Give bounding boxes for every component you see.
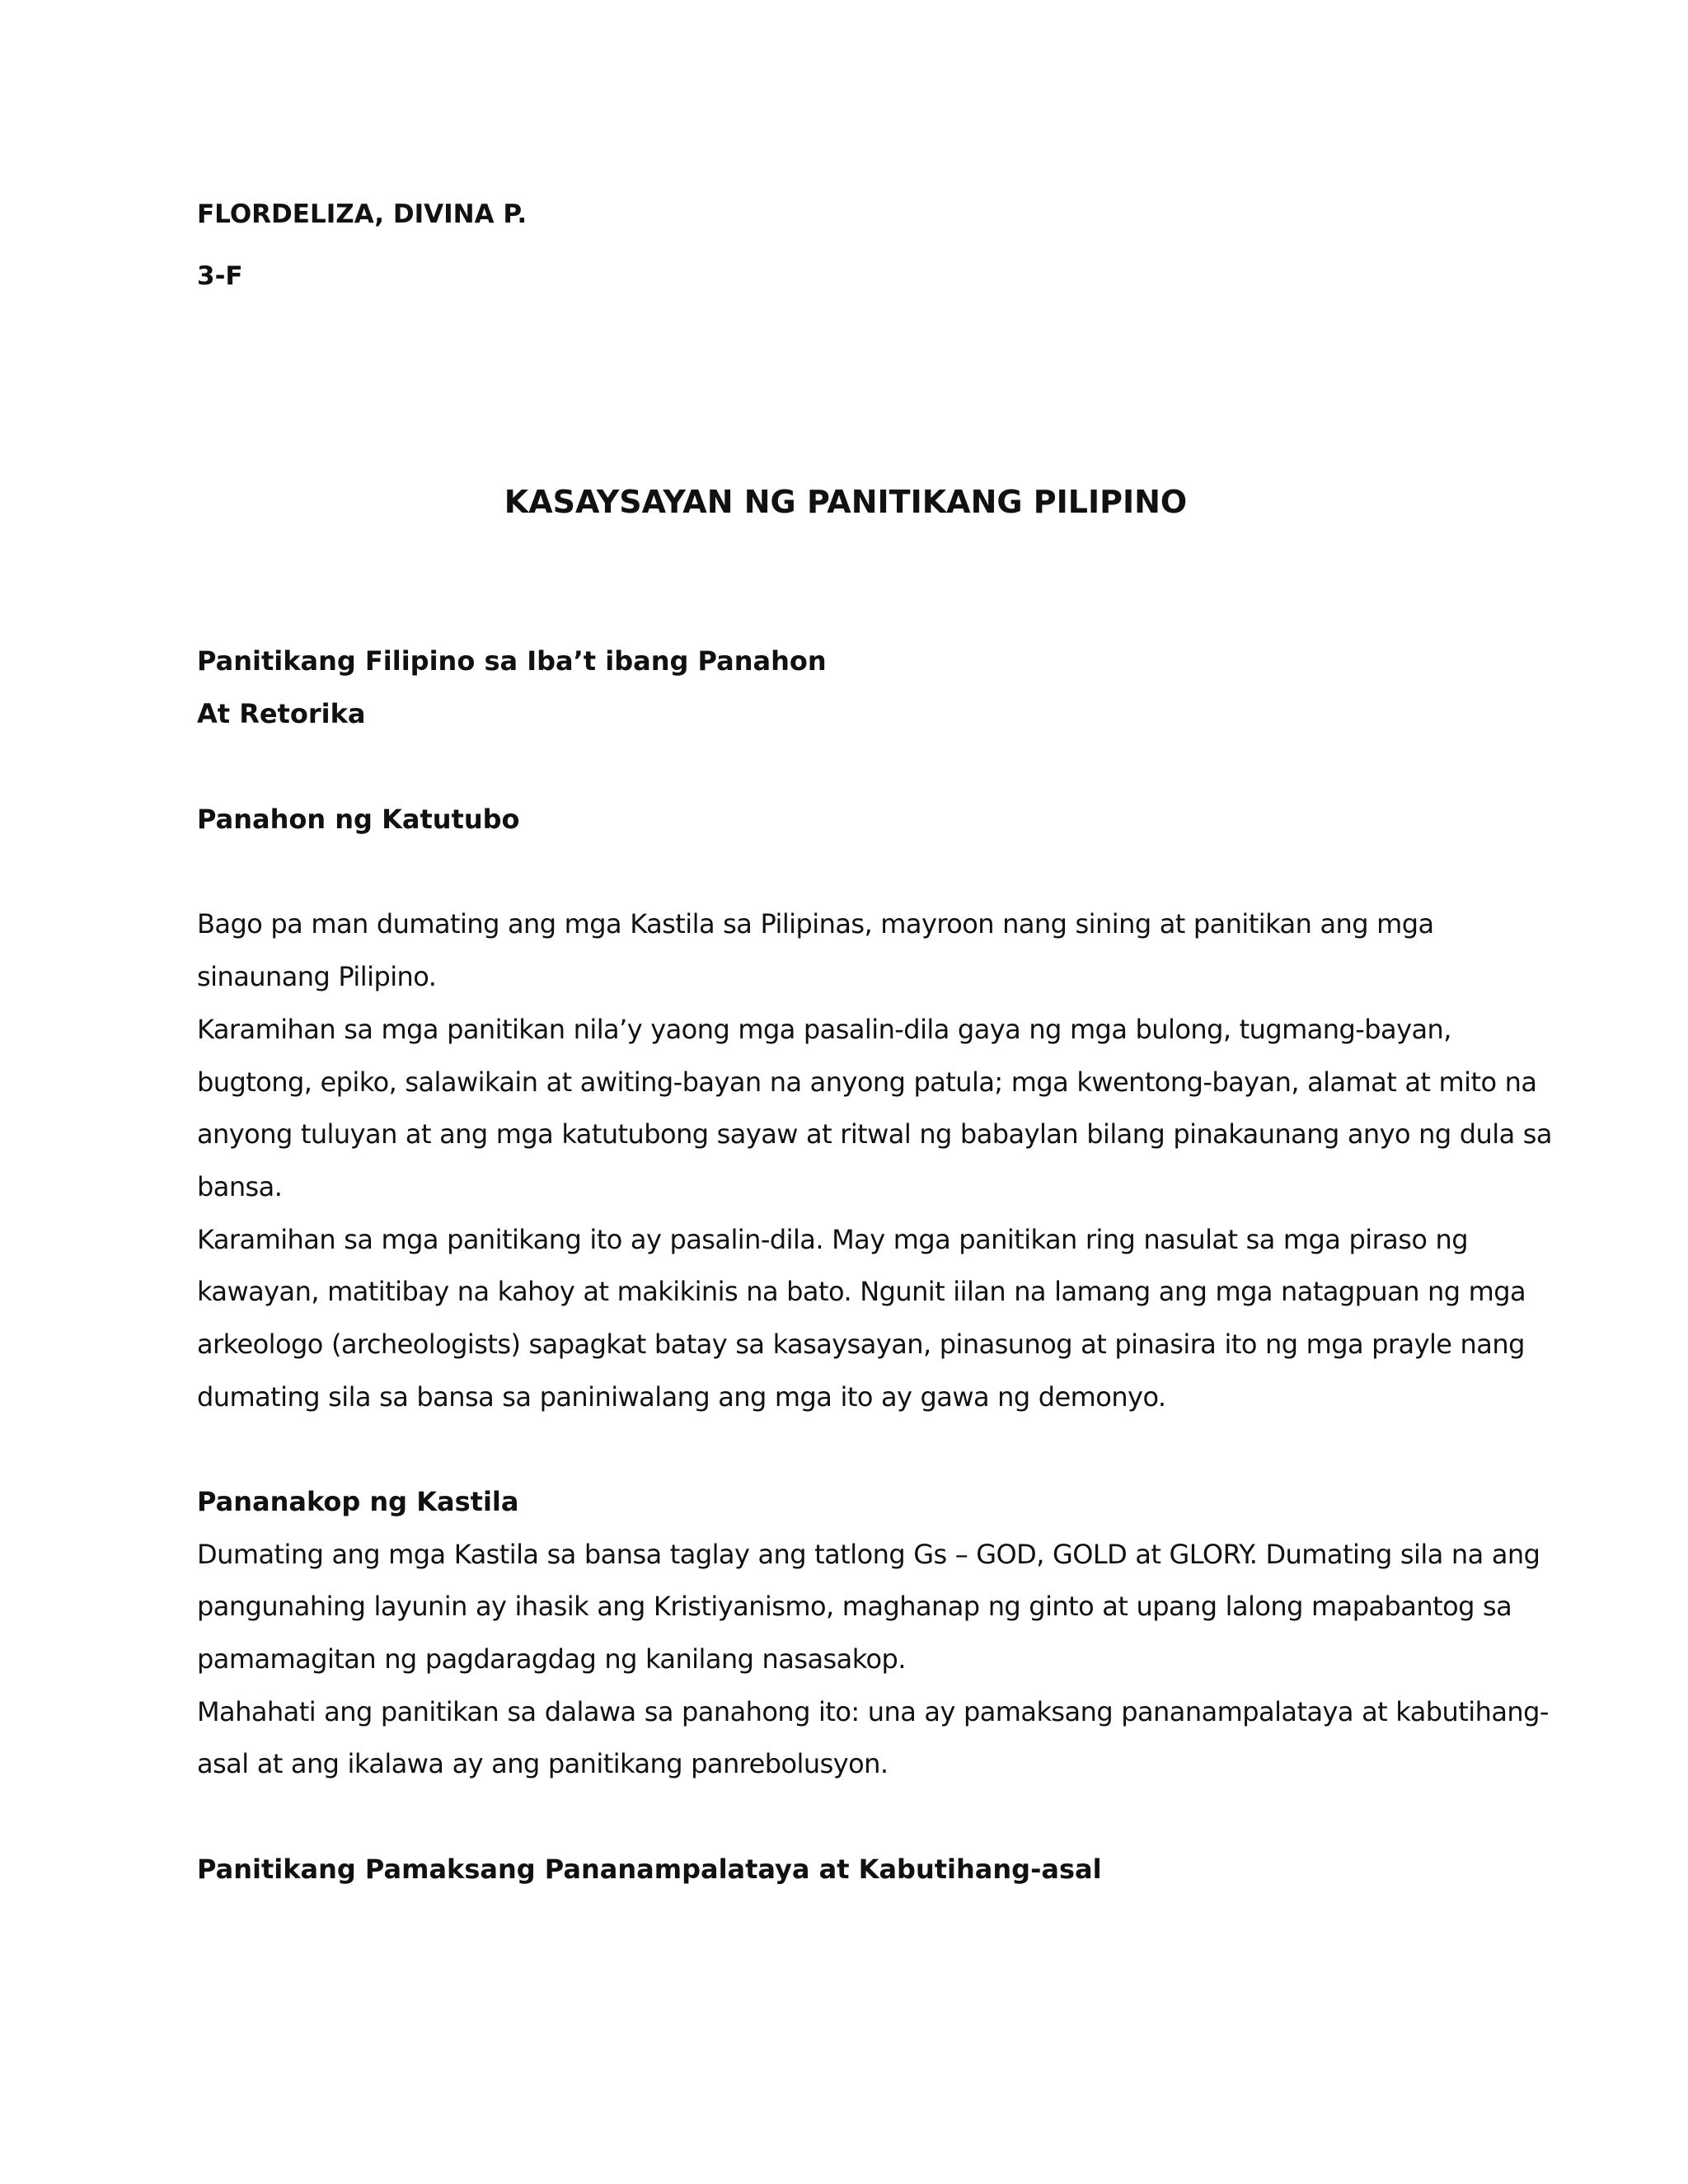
section-heading: Panahon ng Katutubo [197, 804, 520, 835]
paragraph-line: kawayan, matitibay na kahoy at makikinis na bato. Ngunit iilan na lamang ang mga natagpuan ng mga [197, 1276, 1526, 1307]
paragraph-line: asal at ang ikalawa ay ang panitikang panrebolusyon. [197, 1748, 889, 1779]
paragraph-line: Bago pa man dumating ang mga Kastila sa Pilipinas, mayroon nang sining at panitikan ang mga [197, 908, 1434, 940]
subtitle-line: Panitikang Filipino sa Iba’t ibang Panahon [197, 645, 827, 677]
paragraph-line: pamamagitan ng pagdaragdag ng kanilang nasasakop. [197, 1643, 906, 1675]
section-heading: Panitikang Pamaksang Pananampalataya at Kabutihang-asal [197, 1854, 1102, 1885]
paragraph-line: Dumating ang mga Kastila sa bansa taglay ang tatlong Gs – GOD, GOLD at GLORY. Dumating sila na ang [197, 1539, 1540, 1570]
paragraph-line: arkeologo (archeologists) sapagkat batay sa kasaysayan, pinasunog at pinasira ito ng mga prayle nang [197, 1329, 1525, 1360]
paragraph-line: anyong tuluyan at ang mga katutubong sayaw at ritwal ng babaylan bilang pinakaunang anyo ng dula sa [197, 1118, 1552, 1150]
paragraph-line: pangunahing layunin ay ihasik ang Kristiyanismo, maghanap ng ginto at upang lalong mapabantog sa [197, 1591, 1512, 1622]
paragraph-line: dumating sila sa bansa sa paniniwalang ang mga ito ay gawa ng demonyo. [197, 1381, 1166, 1413]
paragraph-line: Karamihan sa mga panitikang ito ay pasalin-dila. May mga panitikan ring nasulat sa mga piraso ng [197, 1224, 1468, 1255]
subtitle-line: At Retorika [197, 698, 366, 729]
paragraph-line: Karamihan sa mga panitikan nila’y yaong mga pasalin-dila gaya ng mga bulong, tugmang-bayan, [197, 1014, 1451, 1045]
section-heading: Pananakop ng Kastila [197, 1486, 519, 1517]
paragraph-line: bansa. [197, 1171, 283, 1202]
paragraph-line: bugtong, epiko, salawikain at awiting-bayan na anyong patula; mga kwentong-bayan, alamat at mito na [197, 1066, 1537, 1098]
student-section: 3-F [197, 261, 243, 291]
paragraph-line: Mahahati ang panitikan sa dalawa sa panahong ito: una ay pamaksang pananampalataya at kabutihang- [197, 1696, 1549, 1727]
document-title: KASAYSAYAN NG PANITIKANG PILIPINO [504, 484, 1188, 520]
student-name: FLORDELIZA, DIVINA P. [197, 199, 528, 229]
paragraph-line: sinaunang Pilipino. [197, 961, 437, 992]
